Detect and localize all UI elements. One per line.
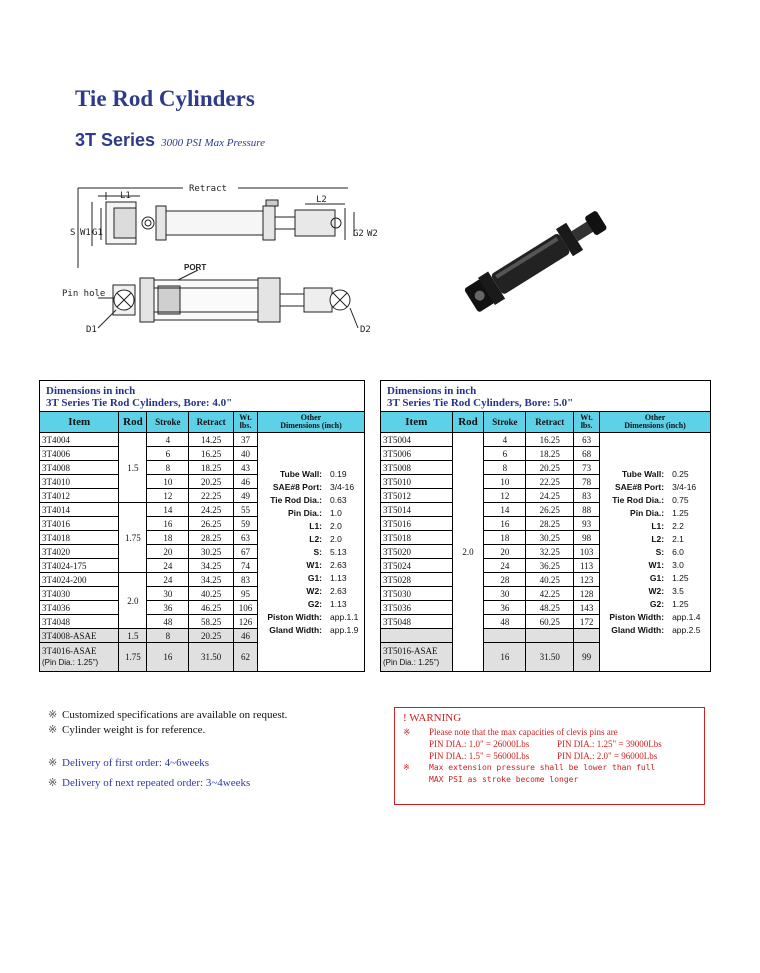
- table-cell: 16: [147, 643, 189, 672]
- col-header-retract: Retract: [526, 412, 574, 433]
- other-dimension-row: [260, 624, 362, 637]
- other-dimension-label: W2:: [306, 585, 323, 596]
- table-cell: 28: [484, 573, 526, 587]
- table-caption: [40, 381, 365, 412]
- table-cell: 32.25: [526, 545, 574, 559]
- cylinder-technical-drawing: [58, 178, 398, 343]
- table-cell: 4: [147, 433, 189, 447]
- col-header-item: Item: [40, 412, 119, 433]
- table-cell: 3T4024-200: [40, 573, 119, 587]
- table-cell: 20.25: [189, 475, 234, 489]
- other-dimensions: [600, 433, 711, 672]
- table-cell: 3T5006: [381, 447, 453, 461]
- table-cell: 3T4048: [40, 615, 119, 629]
- other-dimension-row: [260, 468, 362, 481]
- g1-dim-label: G1: [92, 228, 103, 238]
- other-dimension-label: Gland Width:: [611, 624, 665, 635]
- other-dimension-row: [260, 611, 362, 624]
- other-dimension-value: 0.75: [672, 494, 689, 505]
- table-cell: 18.25: [189, 461, 234, 475]
- other-dimension-label: Pin Dia.:: [630, 507, 665, 518]
- other-dimension-value: 3.0: [672, 559, 684, 570]
- table-cell: 93: [574, 517, 600, 531]
- other-dimension-row: [260, 494, 362, 507]
- table-cell: [526, 629, 574, 643]
- table-cell: 18: [484, 531, 526, 545]
- other-dimension-label: Tube Wall:: [279, 468, 323, 479]
- table-cell: 20: [147, 545, 189, 559]
- table-cell: 172: [574, 615, 600, 629]
- other-unit: Dimensions (inch): [624, 421, 686, 430]
- other-dimension-row: [602, 520, 708, 533]
- table-cell: 22.25: [189, 489, 234, 503]
- warning-pressure-note-2: MAX PSI as stroke become longer: [429, 775, 579, 784]
- other-dimension-value: 6.0: [672, 546, 684, 557]
- asae-pin-note: (Pin Dia.: 1.25"): [42, 658, 99, 667]
- table-cell: 2.0: [452, 433, 484, 672]
- table-cell: 34.25: [189, 573, 234, 587]
- series-subtitle: [75, 130, 265, 151]
- retract-dim-label: Retract: [189, 184, 227, 194]
- table-cell: 3T4012: [40, 489, 119, 503]
- other-dimension-label: L2:: [309, 533, 323, 544]
- table-cell: 31.50: [526, 643, 574, 672]
- col-header-rod: Rod: [452, 412, 484, 433]
- table-cell: 36.25: [526, 559, 574, 573]
- l1-dim-label: L1: [120, 191, 131, 201]
- table-cell: 48: [484, 615, 526, 629]
- note-mark: ※: [48, 724, 58, 736]
- other-dimension-value: 1.0: [330, 507, 342, 518]
- caption-title: 3T Series Tie Rod Cylinders, Bore: 4.0": [46, 397, 233, 409]
- asae-pin-note: (Pin Dia.: 1.25"): [383, 658, 440, 667]
- table-cell: 20.25: [189, 629, 234, 643]
- other-dimension-label: L1:: [309, 520, 323, 531]
- other-dimension-row: [260, 520, 362, 533]
- other-dimension-label: SAE#8 Port:: [614, 481, 665, 492]
- table-cell: 3T4036: [40, 601, 119, 615]
- other-dimension-value: 1.13: [330, 598, 347, 609]
- col-header-weight: [574, 412, 600, 433]
- table-cell: 63: [234, 531, 258, 545]
- other-dimension-value: 3/4-16: [672, 481, 697, 492]
- other-dimension-row: [260, 585, 362, 598]
- table-cell: 36: [484, 601, 526, 615]
- other-dimension-label: W2:: [648, 585, 665, 596]
- port-label: PORT: [184, 263, 207, 272]
- other-dimension-row: [602, 585, 708, 598]
- table-cell: 31.50: [189, 643, 234, 672]
- table-cell: 3T4008-ASAE: [40, 629, 119, 643]
- table-cell: 3T5018: [381, 531, 453, 545]
- table-cell: 2.0: [119, 573, 147, 629]
- other-dimension-row: [602, 559, 708, 572]
- other-dimension-row: [602, 507, 708, 520]
- other-dimension-value: 1.25: [672, 507, 689, 518]
- table-cell: 48: [147, 615, 189, 629]
- other-dimension-label: S:: [313, 546, 323, 557]
- table-cell: 16: [147, 517, 189, 531]
- weight-label: Wt.: [580, 413, 593, 422]
- table-cell: 30.25: [526, 531, 574, 545]
- other-dimension-value: 5.13: [330, 546, 347, 557]
- other-dimension-value: 3/4-16: [330, 481, 355, 492]
- table-cell: 63: [574, 433, 600, 447]
- note-mark: ※: [48, 709, 58, 721]
- table-cell: 22.25: [526, 475, 574, 489]
- other-dimension-label: W1:: [306, 559, 323, 570]
- weight-unit: lbs.: [239, 421, 252, 430]
- other-dimension-value: app.1.9: [330, 624, 359, 635]
- table-cell: 28.25: [526, 517, 574, 531]
- table-cell: 16.25: [526, 433, 574, 447]
- table-cell: 18: [147, 531, 189, 545]
- table-cell: 95: [234, 587, 258, 601]
- table-cell: 1.75: [119, 643, 147, 672]
- col-header-weight: [234, 412, 258, 433]
- table-cell: 4: [484, 433, 526, 447]
- table-cell: 3T4030: [40, 587, 119, 601]
- table-cell: 3T4004: [40, 433, 119, 447]
- other-dimension-row: [260, 546, 362, 559]
- asae-item: 3T5016-ASAE: [383, 646, 438, 656]
- table-cell: 98: [574, 531, 600, 545]
- table-cell: 103: [574, 545, 600, 559]
- other-dimension-row: [602, 481, 708, 494]
- other-dimension-value: 2.63: [330, 585, 347, 596]
- table-cell: 49: [234, 489, 258, 503]
- table-cell: 3T4018: [40, 531, 119, 545]
- cylinder-product-photo: [440, 198, 620, 328]
- other-dimension-row: [602, 533, 708, 546]
- other-dimension-label: G2:: [649, 598, 665, 609]
- col-header-stroke: Stroke: [484, 412, 526, 433]
- table-cell: 113: [574, 559, 600, 573]
- table-cell: 30: [484, 587, 526, 601]
- other-dimension-label: L1:: [651, 520, 665, 531]
- warning-title: ! WARNING: [403, 712, 462, 724]
- table-cell: 10: [484, 475, 526, 489]
- table-cell: 3T5008: [381, 461, 453, 475]
- table-cell: 73: [574, 461, 600, 475]
- warning-box: [394, 707, 705, 805]
- table-cell: [381, 629, 453, 643]
- table-cell: 14: [147, 503, 189, 517]
- table-cell: 24.25: [189, 503, 234, 517]
- other-dimension-value: 2.2: [672, 520, 684, 531]
- other-dimension-label: Piston Width:: [609, 611, 665, 622]
- caption-units: Dimensions in inch: [387, 385, 477, 397]
- table-cell: 12: [147, 489, 189, 503]
- table-cell: 8: [484, 461, 526, 475]
- other-label: Other: [300, 413, 322, 422]
- other-dimension-value: 1.13: [330, 572, 347, 583]
- table-cell: 3T4010: [40, 475, 119, 489]
- page-title: Tie Rod Cylinders: [75, 86, 255, 111]
- other-dimension-value: 3.5: [672, 585, 684, 596]
- col-header-stroke: Stroke: [147, 412, 189, 433]
- table-cell: 40.25: [189, 587, 234, 601]
- table-cell: 55: [234, 503, 258, 517]
- col-header-retract: Retract: [189, 412, 234, 433]
- warning-pressure-note: Max extension pressure shall be lower than full: [429, 763, 656, 772]
- table-cell: 88: [574, 503, 600, 517]
- caption-units: Dimensions in inch: [46, 385, 136, 397]
- table-cell: 16: [484, 517, 526, 531]
- other-dimension-value: app.1.1: [330, 611, 359, 622]
- col-header-rod: Rod: [119, 412, 147, 433]
- note-mark: ※: [48, 777, 58, 789]
- table-cell: 3T5020: [381, 545, 453, 559]
- weight-unit: lbs.: [580, 421, 593, 430]
- other-dimension-row: [260, 533, 362, 546]
- table-cell: 48.25: [526, 601, 574, 615]
- table-cell: 16: [484, 643, 526, 672]
- asae-item: 3T4016-ASAE: [42, 646, 97, 656]
- warning-pin-125: PIN DIA.: 1.25" = 39000Lbs: [557, 739, 662, 749]
- bore-5-dimensions-table: [380, 380, 711, 672]
- table-cell: 99: [574, 643, 600, 672]
- table-cell: 74: [234, 559, 258, 573]
- other-dimension-row: [602, 494, 708, 507]
- caption-title: 3T Series Tie Rod Cylinders, Bore: 5.0": [387, 397, 574, 409]
- other-dimensions: [258, 433, 365, 672]
- g2-dim-label: G2: [353, 229, 364, 239]
- warning-mark: ※: [403, 763, 410, 772]
- table-cell: 58.25: [189, 615, 234, 629]
- table-cell: 3T4006: [40, 447, 119, 461]
- other-dimension-label: Pin Dia.:: [288, 507, 323, 518]
- other-label: Other: [644, 413, 666, 422]
- table-cell: 24: [484, 559, 526, 573]
- table-cell: 123: [574, 573, 600, 587]
- other-dimension-row: [602, 572, 708, 585]
- note-first-delivery: Delivery of first order: 4~6weeks: [62, 757, 210, 769]
- pin-hole-label: Pin hole: [62, 289, 106, 299]
- table-row: [381, 433, 711, 447]
- other-dimension-row: [260, 598, 362, 611]
- table-cell: 143: [574, 601, 600, 615]
- other-dimension-label: Tie Rod Dia.:: [270, 494, 323, 505]
- s-dim-label: S: [70, 228, 76, 238]
- col-header-other: [600, 412, 711, 433]
- table-cell: [484, 629, 526, 643]
- other-dimension-label: Gland Width:: [269, 624, 323, 635]
- warning-pin-15: PIN DIA.: 1.5" = 56000Lbs: [429, 751, 530, 761]
- table-cell: 46.25: [189, 601, 234, 615]
- table-cell: 126: [234, 615, 258, 629]
- table-cell: 1.5: [119, 629, 147, 643]
- table-cell: 24: [147, 573, 189, 587]
- table-cell: 40.25: [526, 573, 574, 587]
- table-cell: 67: [234, 545, 258, 559]
- series-name: 3T Series: [75, 130, 156, 150]
- table-caption: [381, 381, 711, 412]
- table-cell: 3T4016: [40, 517, 119, 531]
- table-cell: 42.25: [526, 587, 574, 601]
- table-cell: 3T5036: [381, 601, 453, 615]
- table-cell: 68: [574, 447, 600, 461]
- table-cell: 3T4008: [40, 461, 119, 475]
- table-cell: [574, 629, 600, 643]
- table-cell: 62: [234, 643, 258, 672]
- other-dimension-row: [602, 468, 708, 481]
- other-dimension-row: [602, 611, 708, 624]
- l2-dim-label: L2: [316, 195, 327, 205]
- table-cell: 59: [234, 517, 258, 531]
- other-dimension-row: [602, 598, 708, 611]
- other-dimension-value: 0.63: [330, 494, 347, 505]
- note-repeat-delivery: Delivery of next repeated order: 3~4weeks: [62, 777, 251, 789]
- d2-dim-label: D2: [360, 325, 371, 335]
- table-cell: 14: [484, 503, 526, 517]
- table-cell: 3T5030: [381, 587, 453, 601]
- table-cell: 40: [234, 447, 258, 461]
- table-cell: 3T5012: [381, 489, 453, 503]
- other-dimension-label: G1:: [307, 572, 323, 583]
- table-cell: 18.25: [526, 447, 574, 461]
- other-dimension-row: [260, 507, 362, 520]
- table-cell: 3T5004: [381, 433, 453, 447]
- warning-mark: ※: [403, 727, 411, 737]
- max-pressure: 3000 PSI Max Pressure: [161, 137, 266, 149]
- table-cell: 37: [234, 433, 258, 447]
- other-dimension-row: [260, 481, 362, 494]
- other-dimension-label: G1:: [649, 572, 665, 583]
- other-dimension-value: 1.25: [672, 572, 689, 583]
- table-cell: 3T5028: [381, 573, 453, 587]
- note-customized: Customized specifications are available on request.: [62, 709, 288, 721]
- d1-dim-label: D1: [86, 325, 97, 335]
- table-cell: 14.25: [189, 433, 234, 447]
- table-cell: 3T4024-175: [40, 559, 119, 573]
- table-cell: 26.25: [526, 503, 574, 517]
- w1-dim-label: W1: [80, 228, 91, 238]
- table-cell: 30.25: [189, 545, 234, 559]
- other-dimension-value: 2.63: [330, 559, 347, 570]
- other-dimension-value: 2.0: [330, 533, 342, 544]
- table-cell: 46: [234, 629, 258, 643]
- other-dimension-row: [260, 572, 362, 585]
- other-dimension-label: Piston Width:: [267, 611, 323, 622]
- col-header-other: [258, 412, 365, 433]
- w2-dim-label: W2: [367, 229, 378, 239]
- table-cell: 3T5014: [381, 503, 453, 517]
- table-cell: 10: [147, 475, 189, 489]
- col-header-item: Item: [381, 412, 453, 433]
- table-cell: 78: [574, 475, 600, 489]
- table-cell: 26.25: [189, 517, 234, 531]
- table-cell: 1.75: [119, 503, 147, 573]
- other-dimension-value: 1.25: [672, 598, 689, 609]
- other-dimension-row: [602, 546, 708, 559]
- other-dimension-value: 0.25: [672, 468, 689, 479]
- note-weight: Cylinder weight is for reference.: [62, 724, 206, 736]
- table-cell: 8: [147, 629, 189, 643]
- other-dimension-label: W1:: [648, 559, 665, 570]
- other-dimension-row: [260, 559, 362, 572]
- table-cell: 46: [234, 475, 258, 489]
- note-mark: ※: [48, 757, 58, 769]
- notes-section: [48, 708, 287, 791]
- table-cell: 6: [147, 447, 189, 461]
- table-cell: 83: [234, 573, 258, 587]
- table-cell: 12: [484, 489, 526, 503]
- other-dimension-value: app.2.5: [672, 624, 701, 635]
- table-cell: 43: [234, 461, 258, 475]
- bore-4-dimensions-table: [39, 380, 365, 672]
- other-dimension-value: app.1.4: [672, 611, 701, 622]
- table-row: [40, 433, 365, 447]
- other-dimension-label: S:: [655, 546, 665, 557]
- weight-label: Wt.: [239, 413, 252, 422]
- table-cell: 30: [147, 587, 189, 601]
- table-cell: 3T5016: [381, 517, 453, 531]
- table-cell: 83: [574, 489, 600, 503]
- table-cell: 3T4020: [40, 545, 119, 559]
- table-cell: 128: [574, 587, 600, 601]
- table-cell: [381, 643, 453, 672]
- table-cell: 3T5024: [381, 559, 453, 573]
- other-dimension-label: G2:: [307, 598, 323, 609]
- table-cell: 28.25: [189, 531, 234, 545]
- table-cell: 34.25: [189, 559, 234, 573]
- table-cell: 3T4014: [40, 503, 119, 517]
- other-unit: Dimensions (inch): [280, 421, 342, 430]
- table-cell: 60.25: [526, 615, 574, 629]
- table-cell: [40, 643, 119, 672]
- table-cell: 3T5010: [381, 475, 453, 489]
- other-dimension-label: Tube Wall:: [622, 468, 665, 479]
- other-dimension-value: 2.0: [330, 520, 342, 531]
- other-dimension-label: SAE#8 Port:: [272, 481, 323, 492]
- table-cell: 6: [484, 447, 526, 461]
- warning-pin-1: PIN DIA.: 1.0" = 26000Lbs: [429, 739, 530, 749]
- table-cell: 24: [147, 559, 189, 573]
- table-cell: 16.25: [189, 447, 234, 461]
- other-dimension-label: Tie Rod Dia.:: [612, 494, 665, 505]
- table-cell: 106: [234, 601, 258, 615]
- table-cell: 8: [147, 461, 189, 475]
- warning-pin-note: Please note that the max capacities of clevis pins are: [429, 727, 618, 737]
- table-cell: 36: [147, 601, 189, 615]
- table-cell: 24.25: [526, 489, 574, 503]
- table-cell: 20: [484, 545, 526, 559]
- other-dimension-value: 0.19: [330, 468, 347, 479]
- other-dimension-value: 2.1: [672, 533, 684, 544]
- warning-pin-2: PIN DIA.: 2.0" = 96000Lbs: [557, 751, 658, 761]
- table-cell: 1.5: [119, 433, 147, 503]
- other-dimension-row: [602, 624, 708, 637]
- table-cell: 20.25: [526, 461, 574, 475]
- table-cell: 3T5048: [381, 615, 453, 629]
- other-dimension-label: L2:: [651, 533, 665, 544]
